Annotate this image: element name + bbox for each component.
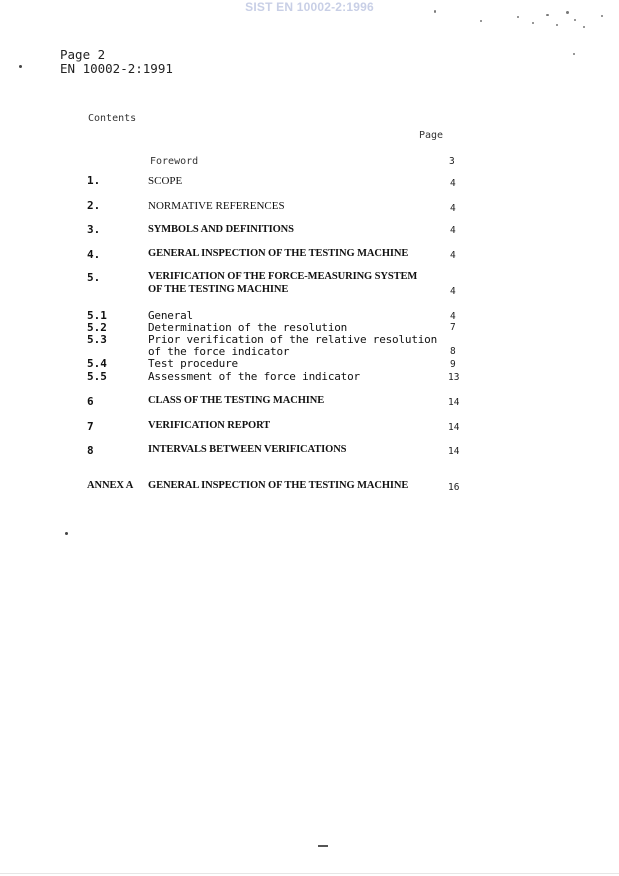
toc-page: 14 [448,397,460,408]
toc-title-continued: OF THE TESTING MACHINE [148,284,289,295]
toc-page: 4 [450,178,456,189]
toc-title: CLASS OF THE TESTING MACHINE [148,395,325,406]
toc-title: VERIFICATION REPORT [148,420,271,431]
contents-heading: Contents [88,113,137,124]
toc-page: 4 [450,250,456,261]
toc-number: 3. [87,223,101,236]
toc-page: 7 [450,322,456,333]
toc-title-continued: of the force indicator [148,345,290,358]
toc-title: SCOPE [148,175,183,187]
scan-speck [573,53,575,55]
scan-speck [434,10,436,13]
page-number: Page 2 [60,47,106,62]
toc-number: 7 [87,420,94,433]
toc-page: 13 [448,372,460,383]
toc-title: GENERAL INSPECTION OF THE TESTING MACHINE [148,248,409,259]
scan-speck [517,16,519,18]
toc-number: 5.1 [87,309,107,322]
scan-speck [480,20,482,22]
toc-page: 4 [450,225,456,236]
scan-speck [574,19,576,21]
toc-number-annex: ANNEX A [87,480,134,491]
toc-title: GENERAL INSPECTION OF THE TESTING MACHINE [148,480,409,491]
toc-title-foreword: Foreword [150,156,199,167]
scan-speck [601,15,603,17]
toc-number: 5. [87,271,101,284]
scan-dash [318,845,328,847]
toc-title: Determination of the resolution [148,321,348,334]
toc-page: 4 [450,203,456,214]
scan-speck [556,24,558,26]
toc-title: Test procedure [148,357,238,370]
scan-speck [19,65,22,68]
page-column-label: Page [419,130,444,141]
standard-number: EN 10002-2:1991 [60,61,173,76]
toc-title: INTERVALS BETWEEN VERIFICATIONS [148,444,347,455]
toc-number: 5.4 [87,357,107,370]
toc-page: 8 [450,346,456,357]
watermark: SIST EN 10002-2:1996 [245,0,374,14]
toc-title: VERIFICATION OF THE FORCE-MEASURING SYSTEM [148,271,418,282]
toc-title: Assessment of the force indicator [148,370,360,383]
toc-number: 5.2 [87,321,107,334]
toc-page: 16 [448,482,460,493]
toc-title: General [148,309,193,322]
toc-number: 2. [87,199,101,212]
toc-page: 14 [448,446,460,457]
toc-page: 3 [449,156,455,167]
toc-number: 1. [87,174,101,187]
scan-speck [566,11,569,14]
toc-number: 6 [87,395,94,408]
toc-page: 4 [450,286,456,297]
scan-speck [583,26,585,28]
toc-page: 4 [450,311,456,322]
toc-page: 9 [450,359,456,370]
scan-edge [0,873,619,874]
scan-speck [546,14,549,16]
toc-title: Prior verification of the relative resolution [148,333,438,346]
toc-title: SYMBOLS AND DEFINITIONS [148,224,294,235]
toc-page: 14 [448,422,460,433]
toc-number: 8 [87,444,94,457]
toc-number: 4. [87,248,101,261]
toc-title: NORMATIVE REFERENCES [148,200,285,212]
toc-number: 5.5 [87,370,107,383]
toc-number: 5.3 [87,333,107,346]
scan-speck [532,22,534,24]
scan-speck [65,532,68,535]
